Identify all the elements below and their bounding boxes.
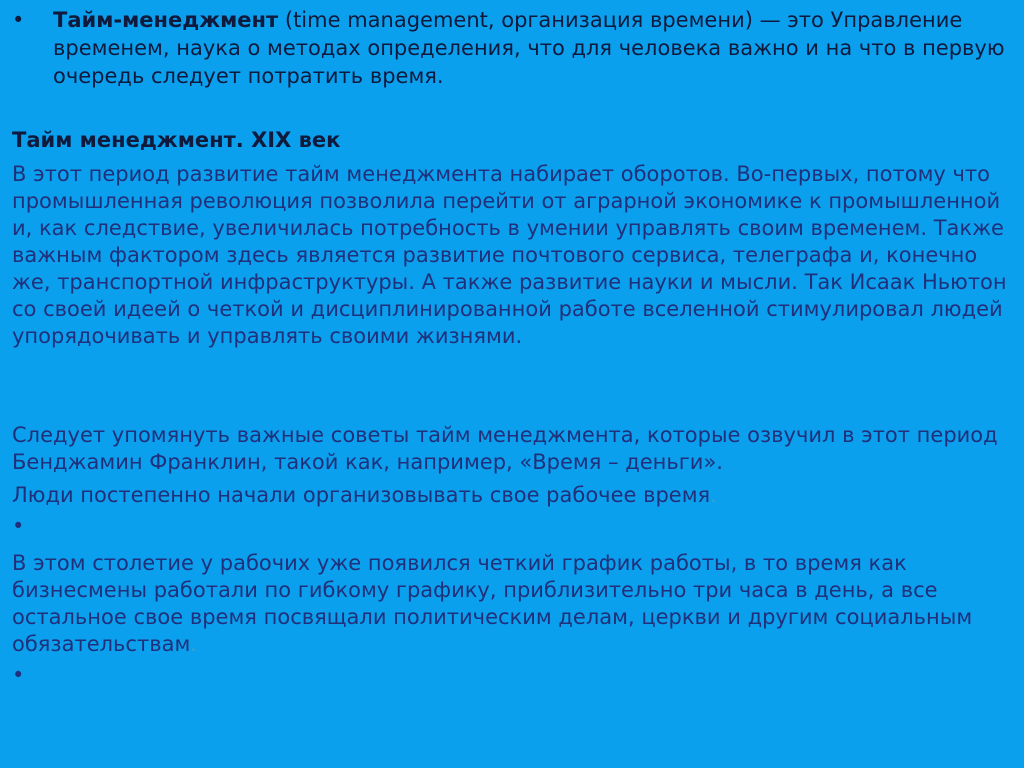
definition-term: Тайм-менеджмент xyxy=(53,8,279,32)
paragraph-organizing-time-end: . xyxy=(710,483,717,507)
paragraph-industrial-revolution: В этот период развитие тайм менеджмента набирает оборотов. Во-первых, потому что промышленная революция позволила перейти от аграрной экономике к промышленной и, как следствие, увеличилась потребность в умении управлять своим временем. Также важным фактором здесь является развитие почтового сервиса, телеграфа и, конечно же, транспортной инфраструктуры. А также развитие науки и мысли. Так Исаак Ньютон со своей идеей о четкой и дисциплинированной работе вселенной стимулировал людей упорядочивать и управлять своими жизнями. xyxy=(12,162,1007,348)
paragraph-organizing-time-text: Люди постепенно начали организовывать свое рабочее время xyxy=(12,483,711,507)
definition-body: (time management, организация времени) — это Управление временем, наука о методах определения, что для человека важно и на что в первую очередь следует потратить время. xyxy=(53,8,1005,88)
definition-text xyxy=(53,6,1012,90)
paragraph-work-schedule-end: . xyxy=(190,632,197,656)
paragraph-work-schedule-text: В этом столетие у рабочих уже появился четкий график работы, в то время как бизнесмены работали по гибкому графику, приблизительно три часа в день, а все остальное свое время посвящали политическим делам, церкви и другим социальным обязательствам xyxy=(12,551,973,656)
bullet-icon: • xyxy=(12,8,25,32)
paragraph-work-schedule xyxy=(12,550,1018,658)
definition-bullet xyxy=(12,6,1012,90)
paragraph-organizing-time xyxy=(12,482,1018,509)
empty-bullet-icon: • xyxy=(12,663,25,687)
paragraph-franklin: Следует упомянуть важные советы тайм менеджмента, которые озвучил в этот период Бенджамин Франклин, такой как, например, «Время – деньги». xyxy=(12,423,998,474)
section-heading: Тайм менеджмент. XIX век xyxy=(12,128,341,152)
empty-bullet-icon: • xyxy=(12,514,25,538)
